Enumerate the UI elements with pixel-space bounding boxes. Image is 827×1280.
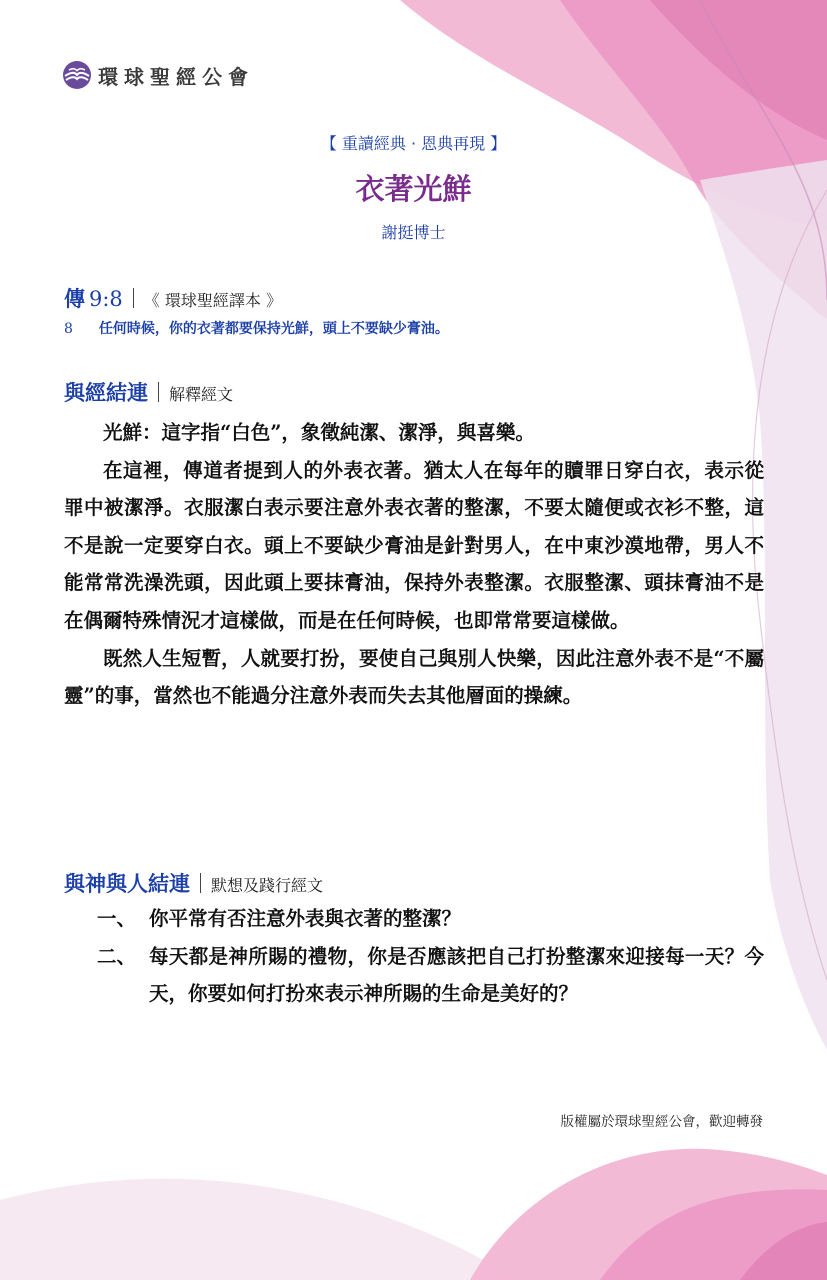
section-text-subtitle: 解釋經文 — [169, 385, 234, 404]
question-label: 二、 — [97, 944, 137, 968]
series-label: 【 重讀經典 · 恩典再現 】 — [320, 134, 507, 153]
section-heading-reflect — [64, 868, 323, 898]
heading-divider — [200, 873, 201, 893]
header-logo — [62, 60, 254, 90]
scripture-book: 傳 — [64, 286, 85, 311]
bible-society-logo-icon — [62, 60, 92, 90]
heading-divider — [158, 382, 159, 402]
scripture-heading — [64, 283, 282, 313]
section-heading-text — [64, 377, 233, 407]
question-text: 你平常有否注意外表與衣著的整潔？ — [149, 907, 462, 930]
list-item — [97, 900, 764, 938]
heading-divider — [133, 288, 134, 308]
reflection-questions — [97, 900, 764, 1013]
author: 謝挺博士 — [381, 223, 446, 242]
list-item — [97, 938, 764, 1013]
page-title: 衣著光鮮 — [355, 172, 472, 206]
verse-number: 8 — [64, 321, 73, 337]
scripture-reference: 9:8 — [89, 287, 123, 311]
commentary-body — [64, 414, 764, 715]
commentary-paragraph: 既然人生短暫，人就要打扮，要使自己與別人快樂，因此注意外表不是“不屬靈”的事，當然也不能過分注意外表而失去其他層面的操練。 — [64, 646, 764, 708]
question-label: 一、 — [97, 907, 137, 930]
commentary-paragraph: 光鮮：這字指“白色”，象徵純潔、潔淨，與喜樂。 — [103, 421, 535, 444]
verse-line — [64, 318, 449, 338]
section-text-title: 與經結連 — [64, 380, 148, 405]
logo-text: 環球聖經公會 — [98, 64, 254, 89]
scripture-translation: 《 環球聖經譯本 》 — [143, 291, 282, 310]
section-reflect-subtitle: 默想及踐行經文 — [211, 876, 324, 895]
question-text: 每天都是神所賜的禮物，你是否應該把自己打扮整潔來迎接每一天？今天，你要如何打扮來表示神所賜的生命是美好的？ — [149, 944, 764, 1006]
verse-text: 任何時候，你的衣著都要保持光鮮，頭上不要缺少膏油。 — [98, 321, 449, 337]
section-reflect-title: 與神與人結連 — [64, 871, 190, 896]
commentary-paragraph: 在這裡，傳道者提到人的外表衣著。猶太人在每年的贖罪日穿白衣，表示從罪中被潔淨。衣服潔白表示要注意外表衣著的整潔，不要太隨便或衣衫不整，這不是說一定要穿白衣。頭上不要缺少膏油是針對男人，在中東沙漠地帶，男人不能常常洗澡洗頭，因此頭上要抹膏油，保持外表整潔。衣服整潔、頭抹膏油不是在偶爾特殊情況才這樣做，而是在任何時候，也即常常要這樣做。 — [64, 458, 764, 632]
copyright-notice: 版權屬於環球聖經公會，歡迎轉發 — [560, 1114, 763, 1130]
